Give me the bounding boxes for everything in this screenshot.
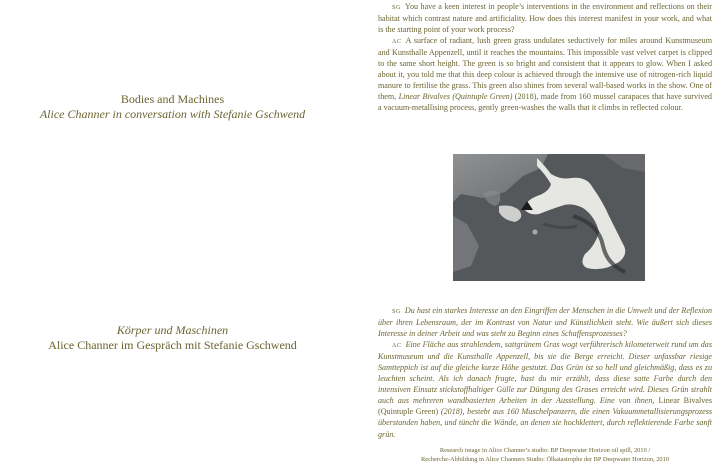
german-subtitle: Alice Channer im Gespräch mit Stefanie Gschwend xyxy=(48,338,297,352)
english-subtitle: Alice Channer in conversation with Stefanie Gschwend xyxy=(39,107,306,121)
english-text-column xyxy=(378,1,712,113)
oil-spill-research-image xyxy=(453,154,645,281)
work-title: Linear Bivalves (Quintuple Green) xyxy=(398,92,513,102)
image-caption xyxy=(378,446,712,464)
german-answer xyxy=(378,339,712,439)
satellite-image-graphic xyxy=(453,154,645,281)
speaker-label-sg: SG xyxy=(392,4,401,11)
english-question-text: You have a keen interest in people’s interventions in the environment and reflections on their habitat which contrast nature and artificiality. How does this interest manifest in your work, and what is the starting point of your work process? xyxy=(378,2,712,35)
caption-german: Recherche-Abbildung in Alice Channers Studio: Ölkatastrophe der BP Deepwater Horizon, 2010 xyxy=(420,456,670,463)
german-text-column xyxy=(378,305,712,440)
speaker-label-ac: AC xyxy=(392,38,402,46)
work-title-de: Linear Bivalves (Quintuple Green) xyxy=(378,396,713,417)
english-title: Bodies and Machines xyxy=(120,92,225,106)
speaker-label-ac-de: AC xyxy=(392,342,402,350)
english-title-block xyxy=(0,92,345,122)
english-answer xyxy=(378,35,712,113)
german-question-text: Du hast ein starkes Interesse an den Eingriffen der Menschen in die Umwelt und der Reflexion über ihren Lebensraum, der im Kontrast von Natur und Künstlichkeit steht. Wie äußert sich dieses Interesse in deiner Arbeit und was steht zu Beginn eines Schaffensprozesses? xyxy=(378,306,712,339)
caption-english: Research image in Alice Channer’s studio: BP Deepwater Horizon oil spill, 2010 / xyxy=(439,447,651,454)
english-question xyxy=(378,1,712,35)
german-question xyxy=(378,305,712,339)
english-answer-text: A surface of radiant, lush green grass undulates seductively for miles around Kunstmuseum and Kunsthalle Appenzell, until it reaches the mountains. This impossible vast velvet carpet is clipped to the same short height. The green is so bright and consistent that it appears to glow. When I asked about it, you told me that this deep colour is achieved through the intensive use of nitrogen-rich liquid manure to fertilise the grass. This green also shines from several wall-based works in the show. One of them, xyxy=(378,36,712,102)
german-answer-text: Eine Fläche aus strahlendem, sattgrünem Gras wogt verführerisch kilometerweit rund um das Kunstmuseum und die Kunsthalle Appenzell, bis sie die Berge erreicht. Dieser unfassbar riesige Samtteppich ist auf die gleiche kurze Höhe gestutzt. Das Grün ist so hell und gleichmäßig, dass es zu leuchten scheint. Als ich danach fragte, hast du mir erzählt, dass diese satte Farbe durch den intensiven Einsatz stickstoffhaltiger Gülle zur Düngung des Grases erreicht wird. Dieses Grün strahlt auch aus mehreren wandbasierten Arbeiten in der Ausstellung. Eine von ihnen, xyxy=(378,340,712,406)
speaker-label-sg-de: SG xyxy=(392,308,401,315)
german-answer-text-end: (2018), besteht aus 160 Muschelpanzern, die einen Vakuummetallisierungsprozess überstanden haben, und tüncht die Wände, an denen sie hochklettert, durch reflektierende Farbe sanft grün. xyxy=(378,407,712,439)
english-answer-text-end: (2018), made from 160 mussel carapaces that have survived a vacuum-metallising process, gently green-washes the walls that it climbs in reflected colour. xyxy=(378,92,712,113)
german-title-block xyxy=(0,323,345,353)
german-title: Körper und Maschinen xyxy=(116,323,229,337)
